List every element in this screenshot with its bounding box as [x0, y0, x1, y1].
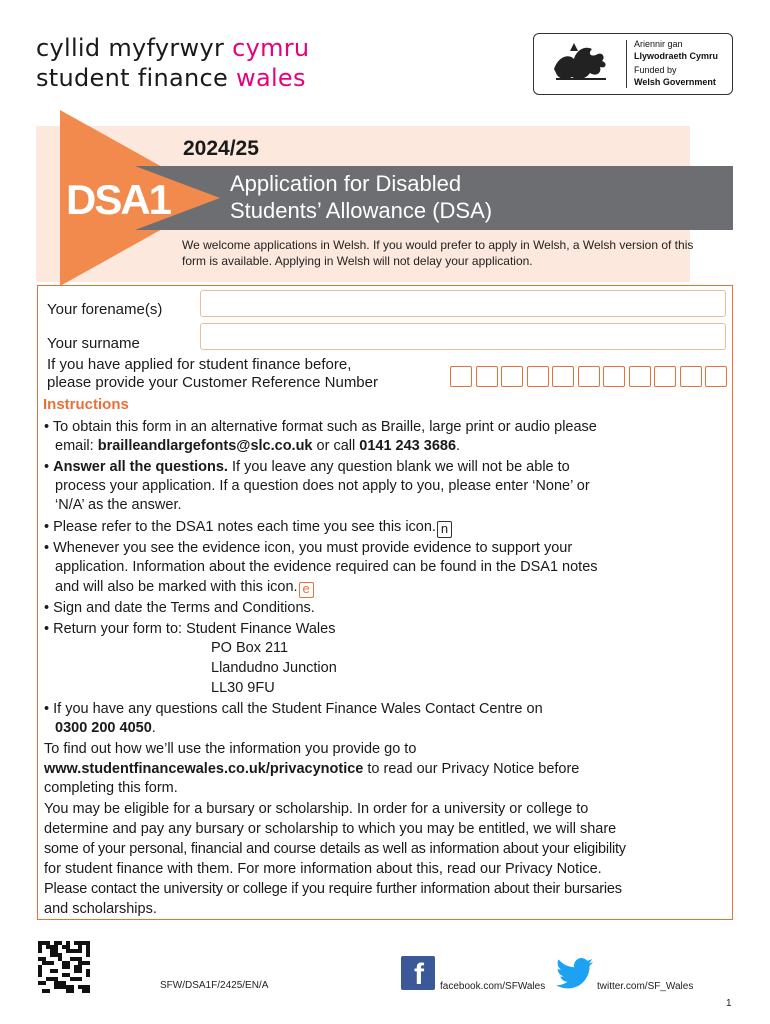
forename-input[interactable]	[200, 290, 726, 317]
form-reference-code: SFW/DSA1F/2425/EN/A	[160, 980, 269, 991]
bursary-line: and scholarships.	[44, 901, 157, 917]
braille-email-link[interactable]: brailleandlargefonts@slc.co.uk	[97, 438, 313, 454]
welsh-language-note: We welcome applications in Welsh. If you would prefer to apply in Welsh, a Welsh version of this form is available. Applying in Welsh will not delay your application.	[182, 238, 694, 268]
crn-label: If you have applied for student finance before, please provide your Customer Reference Number	[47, 356, 378, 391]
instruction-line: 0300 200 4050.	[55, 720, 156, 736]
bursary-line: for student finance with them. For more information about this, read our Privacy Notice.	[44, 861, 602, 877]
surname-label: Your surname	[47, 335, 140, 352]
crn-digit-input[interactable]	[578, 366, 600, 387]
instruction-line: ‘N/A’ as the answer.	[55, 497, 182, 513]
bursary-line: You may be eligible for a bursary or scholarship. In order for a university or college to	[44, 801, 589, 817]
page-number: 1	[726, 998, 732, 1009]
crn-digit-input[interactable]	[527, 366, 549, 387]
crn-digit-input[interactable]	[603, 366, 625, 387]
brand-logo-english: student finance wales	[36, 64, 306, 92]
privacy-line: completing this form.	[44, 780, 178, 796]
facebook-link[interactable]: facebook.com/SFWales	[440, 981, 546, 992]
instruction-line: • Sign and date the Terms and Conditions.	[44, 600, 315, 616]
braille-phone: 0141 243 3686	[359, 438, 457, 454]
bursary-line: Please contact the university or college if you require further information about their bursaries	[44, 881, 622, 897]
welsh-dragon-icon	[546, 39, 616, 89]
instruction-line: • Whenever you see the evidence icon, you must provide evidence to support your	[44, 540, 573, 556]
instruction-line: application. Information about the evidence required can be found in the DSA1 notes	[55, 559, 598, 575]
privacy-line: To find out how we’ll use the information you provide go to	[44, 741, 417, 757]
instruction-line: • To obtain this form in an alternative format such as Braille, large print or audio please	[44, 419, 597, 435]
welsh-government-logo	[533, 33, 733, 95]
bursary-line: some of your personal, financial and course details as well as information about your eligibility	[44, 841, 626, 857]
instruction-line: email: brailleandlargefonts@slc.co.uk or call 0141 243 3686.	[55, 438, 461, 454]
address-line: PO Box 211	[211, 640, 289, 656]
gov-name-welsh: Llywodraeth Cymru	[634, 51, 719, 61]
instruction-line: and will also be marked with this icon. e	[55, 578, 314, 598]
instruction-line: • If you have any questions call the Student Finance Wales Contact Centre on	[44, 701, 543, 717]
surname-input[interactable]	[200, 323, 726, 350]
forename-label: Your forename(s)	[47, 301, 163, 318]
academic-year: 2024/25	[183, 137, 259, 160]
gov-text-welsh: Ariennir gan	[634, 39, 683, 49]
instruction-line: process your application. If a question does not apply to you, please enter ‘None’ or	[55, 478, 590, 494]
address-line: Llandudno Junction	[211, 660, 337, 676]
form-title: Application for Disabled Students’ Allowance (DSA)	[230, 171, 493, 223]
crn-digit-input[interactable]	[552, 366, 574, 387]
facebook-icon: f	[401, 956, 435, 990]
crn-digit-input[interactable]	[680, 366, 702, 387]
gov-text-english: Funded by	[634, 65, 677, 75]
brand-logo-welsh: cyllid myfyrwyr cymru	[36, 34, 310, 62]
twitter-link[interactable]: twitter.com/SF_Wales	[597, 981, 694, 992]
twitter-icon	[556, 958, 594, 990]
crn-digit-input[interactable]	[705, 366, 727, 387]
crn-digit-input[interactable]	[654, 366, 676, 387]
evidence-icon: e	[299, 582, 314, 598]
instructions-heading: Instructions	[43, 396, 129, 413]
privacy-notice-link[interactable]: www.studentfinancewales.co.uk/privacynotice	[44, 761, 364, 777]
crn-digit-input[interactable]	[476, 366, 498, 387]
instruction-line: • Answer all the questions. If you leave any question blank we will not be able to	[44, 459, 570, 475]
instruction-line: • Please refer to the DSA1 notes each time you see this icon. n	[44, 518, 452, 538]
barcode-icon	[38, 941, 90, 993]
gov-name-english: Welsh Government	[634, 77, 716, 87]
crn-digit-input[interactable]	[629, 366, 651, 387]
notes-reference-icon: n	[437, 521, 452, 538]
form-code: DSA1	[66, 176, 171, 223]
contact-centre-phone: 0300 200 4050	[55, 720, 152, 736]
bursary-line: determine and pay any bursary or scholarship to which you may be entitled, we will share	[44, 821, 617, 837]
privacy-line: www.studentfinancewales.co.uk/privacynotice to read our Privacy Notice before	[44, 761, 580, 777]
divider	[626, 40, 627, 88]
address-line: LL30 9FU	[211, 680, 275, 696]
instruction-line: • Return your form to: Student Finance Wales	[44, 621, 336, 637]
crn-digit-input[interactable]	[501, 366, 523, 387]
crn-digit-input[interactable]	[450, 366, 472, 387]
